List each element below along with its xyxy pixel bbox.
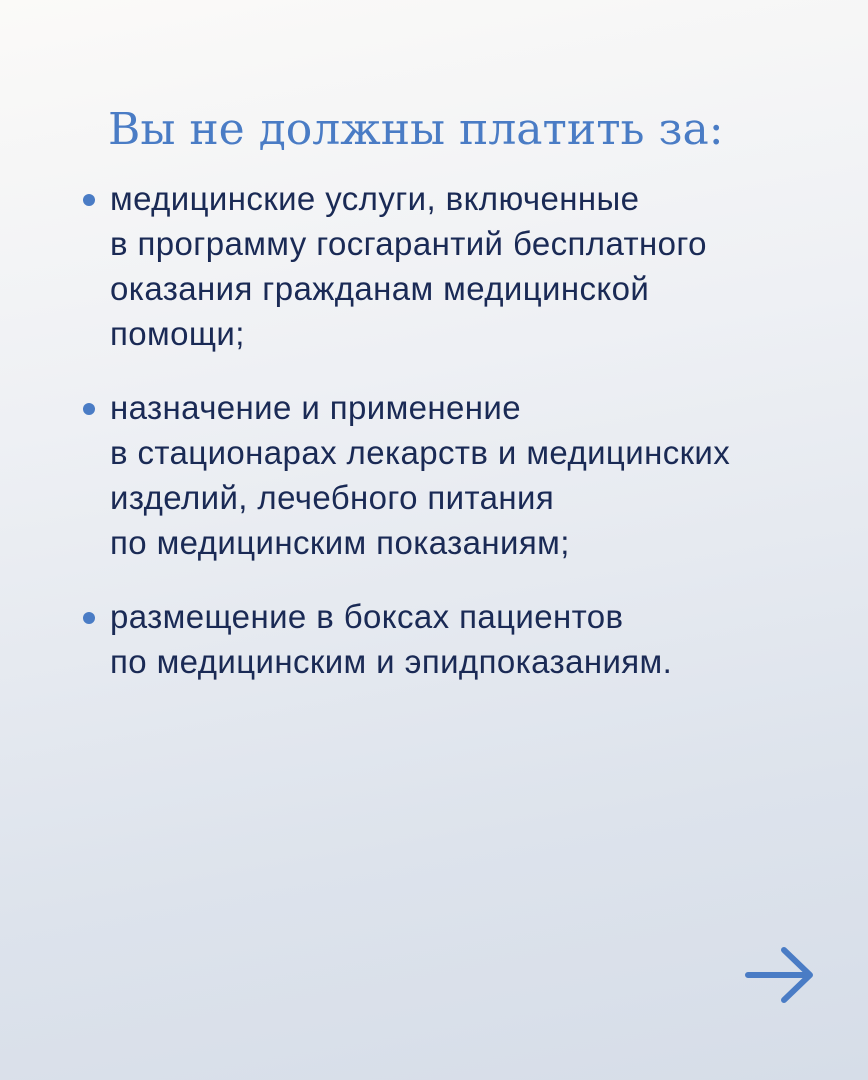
list-item-line: назначение и применение [110,389,522,426]
list-item-line: в программу госгарантий бесплатного [110,225,707,262]
list-item [0,594,830,684]
list-item-line: по медицинским показаниям; [110,524,570,561]
list-item-line: по медицинским и эпидпоказаниям. [110,643,673,680]
list-item-line: изделий, лечебного питания [110,479,555,516]
list-item-line: в стационарах лекарств и медицинских [110,434,731,471]
bullet-list [0,176,830,713]
list-item-line: помощи; [110,315,245,352]
page-title: Вы не должны платить за: [108,104,724,155]
bullet-dot [83,403,95,415]
bullet-dot [83,612,95,624]
arrow-right-icon[interactable] [744,944,816,1006]
list-item-line: медицинские услуги, включенные [110,180,640,217]
bullet-dot [83,194,95,206]
list-item-line: оказания гражданам медицинской [110,270,650,307]
list-item-line: размещение в боксах пациентов [110,598,624,635]
list-item [0,176,830,356]
list-item [0,385,830,565]
